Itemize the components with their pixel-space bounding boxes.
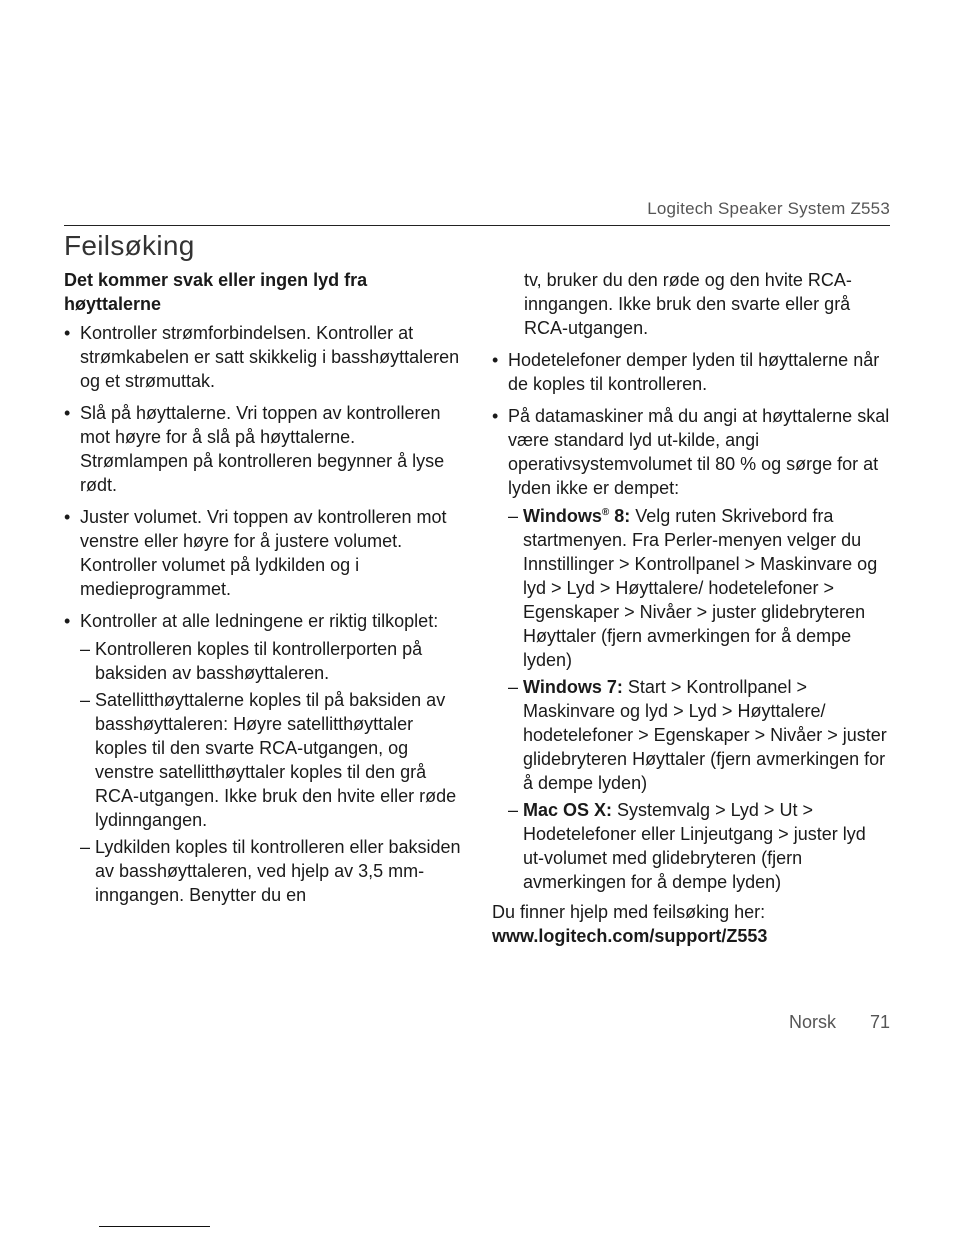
sub-item-continuation: tv, bruker du den røde og den hvite RCA-inngangen. Ikke bruk den svarte eller grå RCA-utgangen.: [524, 270, 852, 338]
os-label: Windows: [523, 506, 602, 526]
sub-item: – Satellitthøyttalerne koples til på baksiden av basshøyttaleren: Høyre satellitthøyttaler koples til den svarte RCA-utgangen, og venstre satellitthøyttaler koples til den grå RCA-utgangen. Ikke bruk den hvite eller røde lydinngangen.: [64, 688, 464, 832]
os-instructions: Start > Kontrollpanel > Maskinvare og lyd > Lyd > Høyttalere/ hodetelefoner > Egenskaper > Nivåer > juster glidebryteren Høyttaler (fjern avmerkingen for å dempe lyden): [523, 677, 887, 793]
page-number: 71: [869, 1012, 890, 1032]
right-column: [492, 268, 890, 948]
bullet-item: • På datamaskiner må du angi at høyttalerne skal være standard lyd ut-kilde, angi operativsystemvolumet til 80 % og sørge for at lyden ikke er dempet:: [492, 404, 890, 500]
header-rule: [64, 225, 890, 226]
os-item-windows-7: [492, 675, 890, 795]
sub-item: – Kontrolleren koples til kontrollerporten på baksiden av basshøyttaleren.: [64, 637, 464, 685]
os-item-windows-8: [492, 504, 890, 672]
bullet-item: • Kontroller strømforbindelsen. Kontroller at strømkabelen er satt skikkelig i basshøyttaleren og et strømuttak.: [64, 321, 464, 393]
bottom-rule: [99, 1226, 210, 1227]
os-label-tail: 8:: [609, 506, 631, 526]
bullet-item: • Hodetelefoner demper lyden til høyttalerne når de koples til kontrolleren.: [492, 348, 890, 396]
section-title: Feilsøking: [64, 230, 195, 261]
sub-heading: Det kommer svak eller ingen lyd fra høyttalerne: [64, 270, 368, 314]
document-header: Logitech Speaker System Z553: [647, 199, 890, 218]
footer-language: Norsk: [788, 1012, 836, 1032]
bullet-item: • Slå på høyttalerne. Vri toppen av kontrolleren mot høyre for å slå på høyttalerne. Strømlampen på kontrolleren begynner å lyse rødt.: [64, 401, 464, 497]
os-label: Windows 7:: [523, 677, 623, 697]
os-instructions: Velg ruten Skrivebord fra startmenyen. Fra Perler-menyen velger du Innstillinger > Kontrollpanel > Maskinvare og lyd > Lyd > Høyttalere/ hodetelefoner > Egenskaper > Nivåer > juster glidebryteren Høyttaler (fjern avmerkingen for å dempe lyden): [523, 506, 878, 670]
sub-item: – Lydkilden koples til kontrolleren eller baksiden av basshøyttaleren, ved hjelp av 3,5 mm-inngangen. Benytter du en: [64, 835, 464, 907]
support-link[interactable]: www.logitech.com/support/Z553: [492, 926, 768, 946]
left-column: [64, 268, 464, 910]
help-text: Du finner hjelp med feilsøking her:: [492, 902, 766, 922]
bullet-item: • Kontroller at alle ledningene er riktig tilkoplet:: [64, 609, 464, 633]
os-instructions: Systemvalg > Lyd > Ut > Hodetelefoner eller Linjeutgang > juster lyd ut-volumet med glidebryteren (fjern avmerkingen for å dempe lyden): [523, 800, 866, 892]
os-item-mac: [492, 798, 890, 894]
os-label: Mac OS X:: [523, 800, 613, 820]
registered-mark: ®: [601, 507, 610, 518]
bullet-item: • Juster volumet. Vri toppen av kontrolleren mot venstre eller høyre for å justere volumet. Kontroller volumet på lydkilden og i medieprogrammet.: [64, 505, 464, 601]
